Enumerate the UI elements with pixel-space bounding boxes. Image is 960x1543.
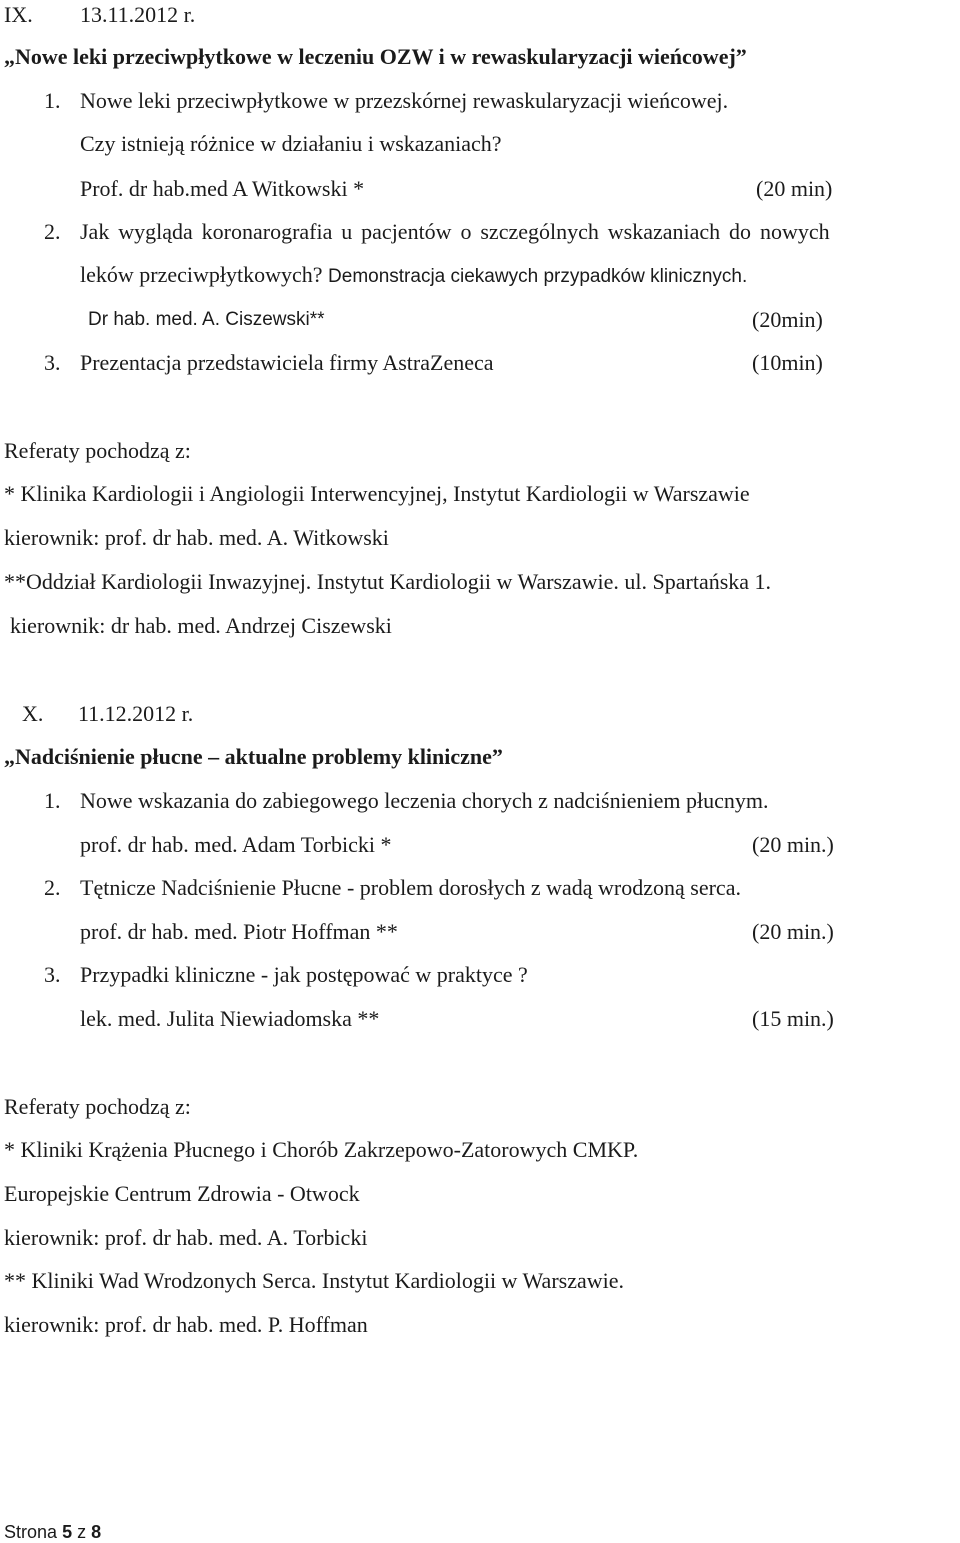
item-time: (20 min.) xyxy=(752,919,834,944)
item-speaker: prof. dr hab. med. Piotr Hoffman ** xyxy=(80,919,398,944)
reference-line: Europejskie Centrum Zdrowia - Otwock xyxy=(4,1181,360,1206)
reference-line: **Oddział Kardiologii Inwazyjnej. Instytut Kardiologii w Warszawie. ul. Spartańska 1. xyxy=(4,569,772,594)
session-number: X. xyxy=(22,701,44,726)
item-number: 1. xyxy=(44,788,61,813)
item-number: 2. xyxy=(44,219,61,244)
item-number: 3. xyxy=(44,350,61,375)
reference-line: kierownik: prof. dr hab. med. A. Torbicki xyxy=(4,1225,368,1250)
session-date: 11.12.2012 r. xyxy=(78,701,194,726)
item-title-line: Przypadki kliniczne - jak postępować w praktyce ? xyxy=(80,962,528,987)
item-title-line: leków przeciwpłytkowych? Demonstracja ciekawych przypadków klinicznych. xyxy=(80,262,748,287)
item-time: (20 min.) xyxy=(752,832,834,857)
reference-line: kierownik: dr hab. med. Andrzej Ciszewski xyxy=(10,613,392,638)
references-label: Referaty pochodzą z: xyxy=(4,1094,191,1119)
item-time: (15 min.) xyxy=(752,1006,834,1031)
session-title: „Nadciśnienie płucne – aktualne problemy kliniczne” xyxy=(4,744,503,769)
session-date: 13.11.2012 r. xyxy=(80,2,196,27)
reference-line: * Kliniki Krążenia Płucnego i Chorób Zakrzepowo-Zatorowych CMKP. xyxy=(4,1137,639,1162)
reference-line: ** Kliniki Wad Wrodzonych Serca. Instytut Kardiologii w Warszawie. xyxy=(4,1268,624,1293)
item-title-line: Tętnicze Nadciśnienie Płucne - problem dorosłych z wadą wrodzoną serca. xyxy=(80,875,741,900)
page-footer: Strona 5 z 8 xyxy=(4,1522,102,1542)
item-number: 3. xyxy=(44,962,61,987)
item-speaker: prof. dr hab. med. Adam Torbicki * xyxy=(80,832,392,857)
item-number: 1. xyxy=(44,88,61,113)
reference-line: kierownik: prof. dr hab. med. P. Hoffman xyxy=(4,1312,368,1337)
item-time: (20min) xyxy=(752,307,823,332)
item-speaker: Prof. dr hab.med A Witkowski * xyxy=(80,176,365,201)
session-title: „Nowe leki przeciwpłytkowe w leczeniu OZW i w rewaskularyzacji wieńcowej” xyxy=(4,44,747,69)
item-number: 2. xyxy=(44,875,61,900)
references-label: Referaty pochodzą z: xyxy=(4,438,191,463)
item-title-line: Nowe leki przeciwpłytkowe w przezskórnej rewaskularyzacji wieńcowej. xyxy=(80,88,729,113)
reference-line: kierownik: prof. dr hab. med. A. Witkowski xyxy=(4,525,389,550)
item-time: (10min) xyxy=(752,350,823,375)
item-title-line: Prezentacja przedstawiciela firmy AstraZeneca xyxy=(80,350,494,375)
item-title-line: Jak wygląda koronarografia u pacjentów o szczególnych wskazaniach do nowych xyxy=(80,219,830,244)
item-title-line: Czy istnieją różnice w działaniu i wskazaniach? xyxy=(80,131,502,156)
session-number: IX. xyxy=(4,2,33,27)
item-time: (20 min) xyxy=(756,176,833,201)
item-speaker: Dr hab. med. A. Ciszewski** xyxy=(88,309,325,330)
item-title-line: Nowe wskazania do zabiegowego leczenia chorych z nadciśnieniem płucnym. xyxy=(80,788,769,813)
reference-line: * Klinika Kardiologii i Angiologii Interwencyjnej, Instytut Kardiologii w Warszawie xyxy=(4,481,750,506)
item-speaker: lek. med. Julita Niewiadomska ** xyxy=(80,1006,380,1031)
